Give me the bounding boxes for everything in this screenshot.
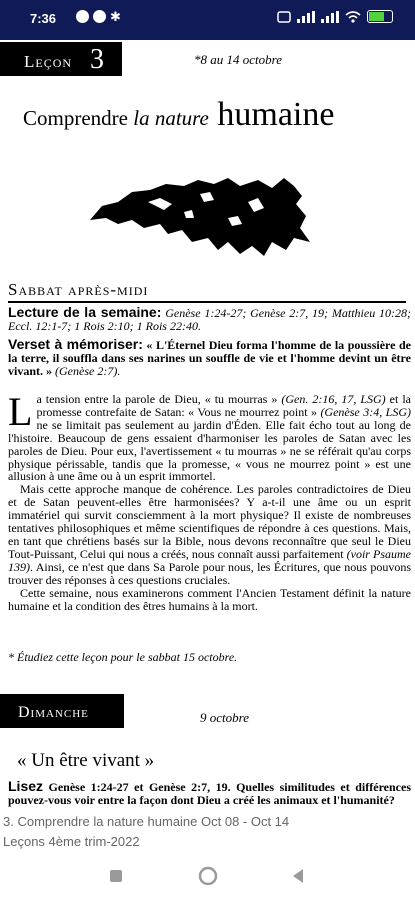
footer-quarter: Leçons 4ème trim-2022 [3,834,140,849]
p-icon [76,10,89,23]
footer-lesson-title: 3. Comprendre la nature humaine Oct 08 - Oct 14 [3,814,290,829]
sunday-subtitle: « Un être vivant » [17,750,155,771]
p2-ref: (voir Psaume 139) [8,546,411,574]
lesson-date-range: *8 au 14 octobre [194,52,282,67]
status-system-icons [277,10,393,23]
p2-text-b: . Ainsi, ce n'est que dans Sa Parole pour nous, les Écritures, que nous pouvons trouver des réponses à ces questions cruciales. [8,559,411,587]
back-triangle-icon [291,868,305,884]
p1-ref-1: (Gen. 2:16, 17, LSG) [281,392,386,406]
signal-icon [297,11,315,23]
page-footer[interactable] [0,810,415,852]
title-part-1: Comprendre [23,106,134,130]
battery-icon [367,10,393,23]
lesson-label: Leçon [24,52,73,71]
lesson-illustration [88,172,313,260]
lesson-number: 3 [90,44,104,75]
sunday-question [8,780,411,807]
paragraph-2 [8,483,411,586]
lisez-text: Genèse 1:24-27 et Genèse 2:7, 19. Quelles similitudes et différences pouvez-vous voir entre la façon dont Dieu a créé les animaux et l'humanité? [8,780,411,807]
paragraph-3: Cette semaine, nous examinerons comment l'Ancien Testament définit la nature humaine et la condition des êtres humains à la mort. [8,585,411,613]
reading-label: Lecture de la semaine: [8,304,162,320]
status-bar [0,0,415,40]
heading-divider [8,301,406,303]
p-icon [93,10,106,23]
square-icon [109,869,123,883]
title-part-3: humaine [208,96,335,133]
p1-ref-2: (Genèse 3:4, LSG) [320,404,411,419]
memory-verse [8,338,411,378]
sunday-label: Dimanche [18,704,89,721]
drop-cap: L [8,389,33,434]
sim-icon [277,11,291,23]
status-notification-icons [76,10,121,23]
memory-text: « L'Éternel Dieu forma l'homme de la poussière de la terre, il souffla dans ses narines un souffle de vie et l'homme devint un être vivant. » [8,338,412,378]
sunday-date: 9 octobre [200,710,249,725]
paragraph-1 [8,389,411,484]
status-time: 7:36 [30,11,57,26]
study-note: * Étudiez cette leçon pour le sabbat 15 octobre. [8,650,238,664]
title-part-2: la nature [133,106,209,130]
lesson-label-box [0,42,122,76]
p1-text-c: ne se limitait pas seulement au jardin d'Éden. Elle fait écho tout au long de l'histoire. Beaucoup de gens essaient d'harmoniser les paroles de Satan avec les paroles de Dieu. Pour eux, l'avertissement « tu mourras » ne se référait qu'au corps physique périssable, tandis que la promesse, « vous ne mourrez point » est une allusion à une âme ou à un esprit immortel. [8,417,411,484]
lesson-title [23,96,334,134]
signal-icon [321,11,339,23]
circle-icon [198,866,218,886]
system-nav-bar [0,852,415,900]
p1-text-b: et la promesse contrefaite de Satan: « Vous ne mourrez point » [36,392,411,419]
lisez-label: Lisez [8,778,44,794]
memory-label: Verset à mémoriser: [8,336,143,352]
sabbath-heading: Sabbat après-midi [8,280,149,299]
gear-icon: ✱ [110,9,121,24]
p2-text-a: Mais cette approche manque de cohérence. Les paroles contradictoires de Dieu et de Satan peuvent-elles être harmonisées? Y a-t-il une âme ou un esprit immatériel qui survit consciemment à la mort physique? Il existe de nombreuses tentatives philosophiques et même scientifiques de répondre à ces questions. Mais, en tant que chrétiens basés sur la Bible, nous devons reconnaître que seul le Dieu Tout-Puissant, Celui qui nous a créés, nous connaît aussi parfaitement [8,482,411,561]
weekly-reading [8,306,411,333]
home-button[interactable] [196,864,220,888]
wifi-icon [345,11,361,23]
sabbath-body [8,389,411,613]
back-button[interactable] [286,864,310,888]
p1-text-a: a tension entre la parole de Dieu, « tu mourras » [36,392,282,406]
sunday-label-box [0,694,124,728]
memory-ref: (Genèse 2:7). [55,364,121,378]
reading-refs: Genèse 1:24-27; Genèse 2:7, 19; Matthieu 10:28; Eccl. 12:1-7; 1 Rois 2:10; 1 Rois 22:40. [8,306,411,333]
recents-button[interactable] [104,864,128,888]
